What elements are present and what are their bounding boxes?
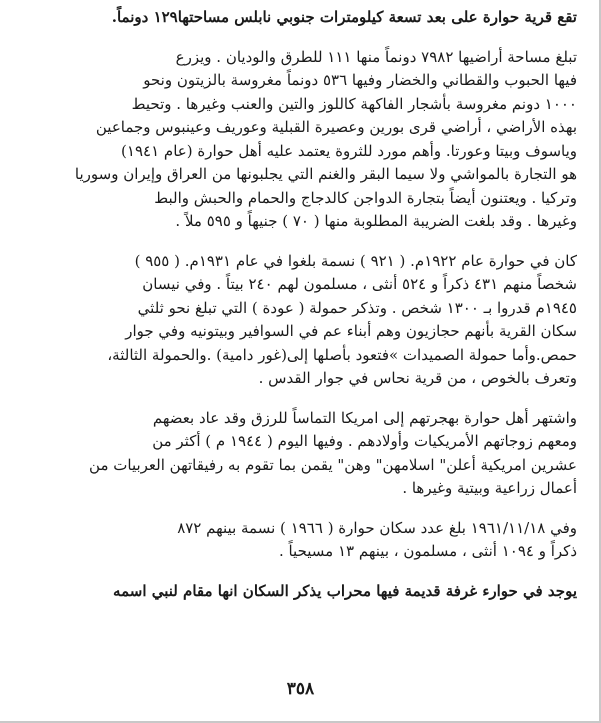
text-line: وياسوف وبيتا وعورتا. وأهم مورد للثروة يعتمد عليه أهل حوارة (عام ١٩٤١) bbox=[121, 141, 577, 160]
text-line: كان في حوارة عام ١٩٢٢م. ( ٩٢١ ) نسمة بلغوا في عام ١٩٣١م. ( ٩٥٥ ) bbox=[134, 251, 577, 270]
text-line: سكان القرية بأنهم حجازيون وهم أبناء عم في السوافير وبيتونيه وفي جوار bbox=[125, 322, 577, 340]
paragraph-land bbox=[40, 46, 577, 234]
page-number: ٣٥٨ bbox=[286, 679, 315, 699]
paragraph-emigration bbox=[40, 407, 577, 501]
text-line: هو التجارة بالمواشي ولا سيما البقر والغنم التي يجلبونها من العراق وإيران وسوريا bbox=[74, 165, 577, 183]
paragraph-intro bbox=[40, 6, 577, 30]
text-line: ١٩٤٥م قدروا بـ ١٣٠٠ شخص . وتذكر حمولة ( عودة ) التي تبلغ نحو ثلثي bbox=[137, 298, 577, 317]
text-line: ومعهم زوجاتهم الأمريكيات وأولادهم . وفيها اليوم ( ١٩٤٤ م ) أكثر من bbox=[152, 432, 577, 450]
paragraph-population bbox=[40, 250, 577, 391]
text-line: حمص.وأما حمولة الصميدات »فتعود بأصلها إلى(غور دامية) .والحمولة الثالثة، bbox=[107, 345, 577, 364]
text-line: واشتهر أهل حوارة بهجرتهم إلى امريكا التماساً للرزق وقد عاد بعضهم bbox=[152, 408, 577, 427]
text-line: وفي ١٩٦١/١١/١٨ بلغ عدد سكان حوارة ( ١٩٦٦ ) نسمة بينهم ٨٧٢ bbox=[177, 518, 577, 537]
text-line: تقع قرية حوارة على بعد تسعة كيلومترات جنوبي نابلس مساحتها١٢٩ دونماً. bbox=[111, 8, 577, 26]
text-line: شخصاً منهم ٤٣١ ذكراً و ٥٢٤ أنثى ، مسلمون لهم ٢٤٠ بيتاً . وفي نيسان bbox=[142, 275, 577, 293]
text-line: وتركيا . ويعتنون أيضاً بتجارة الدواجن كالدجاج والحمام والحبش والبط bbox=[154, 188, 577, 207]
text-line: فيها الحبوب والقطاني والخضار وفيها ٥٣٦ دونماً مغروسة بالزيتون ونحو bbox=[143, 71, 577, 89]
text-line: وتعرف بالخوص ، من قرية نحاس في جوار القدس . bbox=[258, 369, 577, 387]
paragraph-shrine bbox=[40, 580, 577, 604]
text-line: عشرين امريكية أعلن" اسلامهن" وهن" يقمن بما تقوم به رفيقاتهن العربيات من bbox=[89, 455, 577, 474]
page-content bbox=[40, 6, 577, 619]
text-line: تبلغ مساحة أراضيها ٧٩٨٢ دونماً منها ١١١ للطرق والوديان . ويزرع bbox=[175, 47, 577, 66]
text-line: وغيرها . وقد بلغت الضريبة المطلوبة منها ( ٧٠ ) جنيهاً و ٥٩٥ ملاً . bbox=[175, 212, 577, 230]
text-line: بهذه الأراضي ، أراضي قرى بورين وعصيرة القبلية وعوريف وعينبوس وجماعين bbox=[95, 118, 577, 136]
text-line: ١٠٠٠ دونم مغروسة بأشجار الفاكهة كاللوز والتين والعنب وغيرها . وتحيط bbox=[131, 94, 577, 113]
paragraph-census-1961 bbox=[40, 517, 577, 564]
text-line: ذكراً و ١٠٩٤ أنثى ، مسلمون ، بينهم ١٣ مسيحياً . bbox=[278, 542, 577, 560]
text-line: أعمال زراعية وبيتية وغيرها . bbox=[402, 479, 577, 497]
text-line: يوجد في حوارء غرفة قديمة فيها محراب يذكر السكان انها مقام لنبي اسمه bbox=[113, 581, 577, 600]
